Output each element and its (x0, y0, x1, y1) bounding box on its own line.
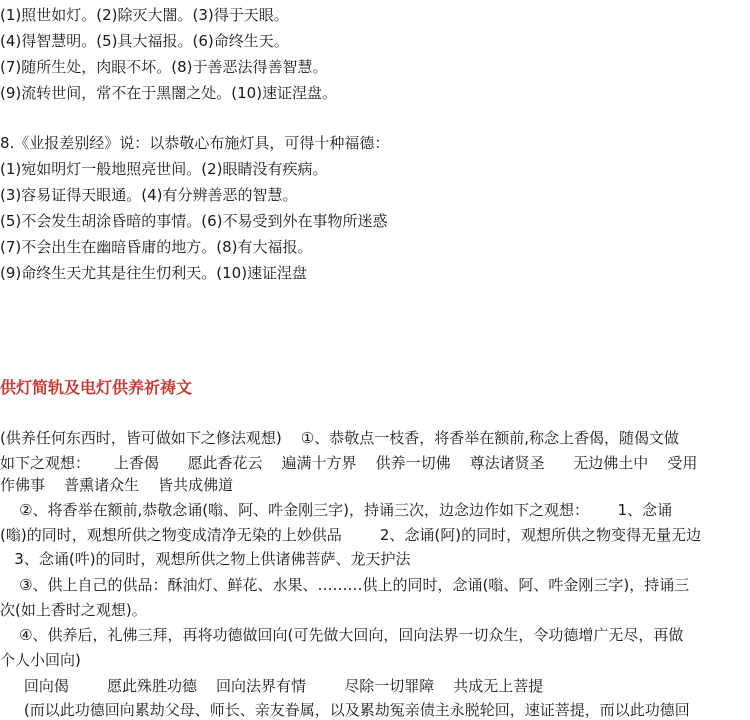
ritual-line-4: ②、将香举在额前,恭敬念诵(嗡、阿、吽金刚三字)，持诵三次，边念边作如下之观想： 1、念诵 (0, 501, 673, 519)
s8-line-1: (1)宛如明灯一般地照亮世间。(2)眼睛没有疾病。 (0, 160, 328, 178)
s8-line-3: (5)不会发生胡涂昏暗的事情。(6)不易受到外在事物所迷惑 (0, 212, 388, 230)
ritual-line-11: 回向偈 愿此殊胜功德 回向法界有情 尽除一切罪障 共成无上菩提 (0, 677, 544, 695)
ritual-line-10: 个人小回向) (0, 651, 81, 669)
ritual-line-9: ④、供养后，礼佛三拜，再将功德做回向(可先做大回向，回向法界一切众生，令功德增广无尽，再做 (0, 626, 684, 644)
s7-line-1: (1)照世如灯。(2)除灭大闇。(3)得于天眼。 (0, 6, 289, 24)
ritual-line-1: (供养任何东西时，皆可做如下之修法观想) ①、恭敬点一枝香，将香举在额前,称念上香偈，随偈文做 (0, 429, 679, 447)
s7-line-2: (4)得智慧明。(5)具大福报。(6)命终生天。 (0, 32, 289, 50)
s7-line-3: (7)随所生处，肉眼不坏。(8)于善恶法得善智慧。 (0, 58, 328, 76)
s7-line-4: (9)流转世间，常不在于黑闇之处。(10)速证涅盘。 (0, 84, 338, 102)
ritual-line-5: (嗡)的同时，观想所供之物变成清净无染的上妙供品 2、念诵(阿)的同时，观想所供之物变得无量无边 (0, 526, 702, 544)
s8-line-2: (3)容易证得天眼通。(4)有分辨善恶的智慧。 (0, 186, 298, 204)
ritual-line-7: ③、供上自己的供品：酥油灯、鲜花、水果、………供上的同时，念诵(嗡、阿、吽金刚三字)，持诵三 (0, 576, 690, 594)
s8-line-4: (7)不会出生在幽暗昏庸的地方。(8)有大福报。 (0, 238, 313, 256)
s8-heading: 8.《业报差别经》说：以恭敬心布施灯具，可得十种福德： (0, 134, 390, 152)
ritual-line-12: (而以此功德回向累劫父母、师长、亲友眷属，以及累劫冤亲债主永脱轮回，速证菩提，而以此功德回 (0, 701, 690, 719)
ritual-line-6: 3、念诵(吽)的同时，观想所供之物上供诸佛菩萨、龙天护法 (0, 550, 411, 568)
s8-line-5: (9)命终生天尤其是往生忉利天。(10)速证涅盘 (0, 264, 308, 282)
ritual-line-8: 次(如上香时之观想)。 (0, 601, 147, 619)
ritual-line-2: 如下之观想： 上香偈 愿此香花云 遍满十方界 供养一切佛 尊法诸贤圣 无边佛土中 受用 (0, 454, 698, 472)
ritual-line-3: 作佛事 普熏诸众生 皆共成佛道 (0, 476, 234, 494)
ritual-title: 供灯简轨及电灯供养祈祷文 (0, 378, 193, 397)
